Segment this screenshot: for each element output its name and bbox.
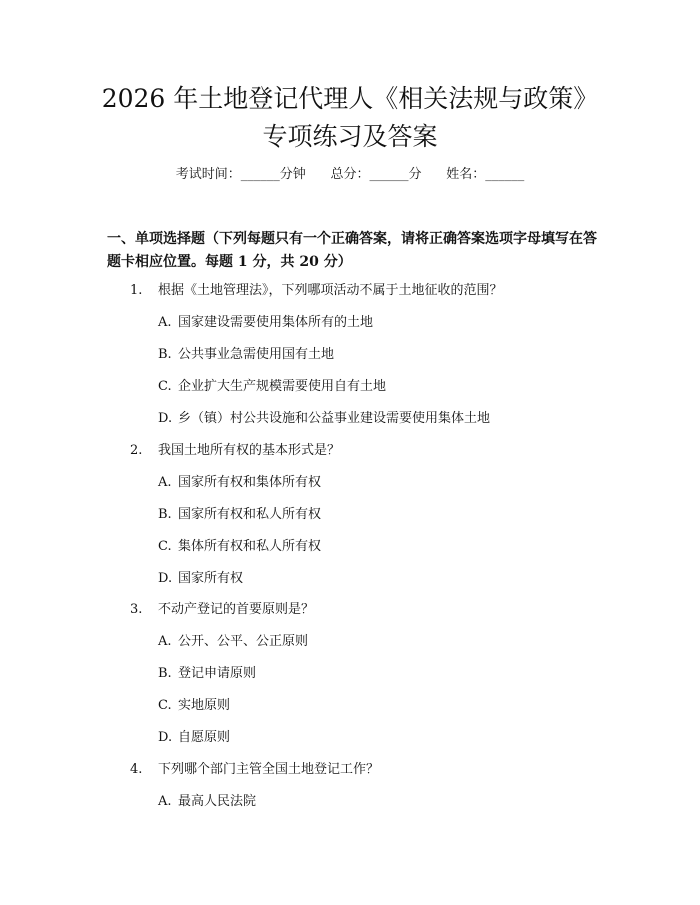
option-text: 国家所有权和私人所有权	[178, 507, 322, 522]
option-letter: D.	[158, 730, 173, 745]
question-text: 下列哪个部门主管全国土地登记工作？	[158, 762, 380, 777]
question-number: 2.	[130, 443, 143, 458]
option-letter: A.	[158, 794, 172, 809]
option-text: 公共事业急需使用国有土地	[178, 347, 335, 362]
question-4	[130, 760, 590, 780]
option-letter: D.	[158, 411, 173, 426]
option-letter: D.	[158, 571, 173, 586]
option-3d	[158, 728, 588, 748]
option-letter: A.	[158, 475, 172, 490]
option-text: 最高人民法院	[178, 794, 257, 809]
question-text: 根据《土地管理法》，下列哪项活动不属于土地征收的范围？	[158, 283, 503, 298]
option-text: 企业扩大生产规模需要使用自有土地	[178, 379, 387, 394]
option-3c	[158, 696, 588, 716]
option-1b	[158, 345, 588, 365]
option-1c	[158, 377, 588, 397]
option-text: 乡（镇）村公共设施和公益事业建设需要使用集体土地	[178, 411, 491, 426]
question-number: 1.	[130, 283, 143, 298]
option-2a	[158, 473, 588, 493]
question-2	[130, 441, 590, 461]
option-letter: C.	[158, 539, 172, 554]
option-text: 实地原则	[178, 698, 231, 713]
option-text: 登记申请原则	[178, 666, 257, 681]
option-1a	[158, 313, 588, 333]
option-letter: B.	[158, 666, 172, 681]
question-number: 4.	[130, 762, 143, 777]
option-letter: B.	[158, 507, 172, 522]
option-text: 自愿原则	[178, 730, 231, 745]
question-3	[130, 600, 590, 620]
question-text: 我国土地所有权的基本形式是？	[158, 443, 341, 458]
option-text: 公开、公平、公正原则	[178, 634, 309, 649]
option-text: 国家所有权和集体所有权	[178, 475, 322, 490]
question-text: 不动产登记的首要原则是？	[158, 602, 315, 617]
question-number: 3.	[130, 602, 143, 617]
option-2d	[158, 569, 588, 589]
option-letter: C.	[158, 379, 172, 394]
option-4a	[158, 792, 588, 812]
option-2c	[158, 537, 588, 557]
document-title-line-1: 2026 年土地登记代理人《相关法规与政策》	[101, 84, 599, 113]
option-letter: A.	[158, 634, 172, 649]
option-text: 国家建设需要使用集体所有的土地	[178, 315, 374, 330]
option-1d	[158, 409, 588, 429]
option-3b	[158, 664, 588, 684]
option-letter: A.	[158, 315, 172, 330]
option-letter: C.	[158, 698, 172, 713]
question-1	[130, 281, 590, 301]
document-title-line-2: 专项练习及答案	[262, 122, 438, 151]
option-text: 集体所有权和私人所有权	[178, 539, 322, 554]
option-text: 国家所有权	[178, 571, 244, 586]
option-3a	[158, 632, 588, 652]
option-2b	[158, 505, 588, 525]
section-heading: 一、单项选择题（下列每题只有一个正确答案，请将正确答案选项字母填写在答题卡相应位置。每题 1 分，共 20 分）	[107, 231, 597, 270]
exam-info-line: 考试时间：______分钟 总分：______分 姓名：______	[175, 167, 525, 182]
option-letter: B.	[158, 347, 172, 362]
